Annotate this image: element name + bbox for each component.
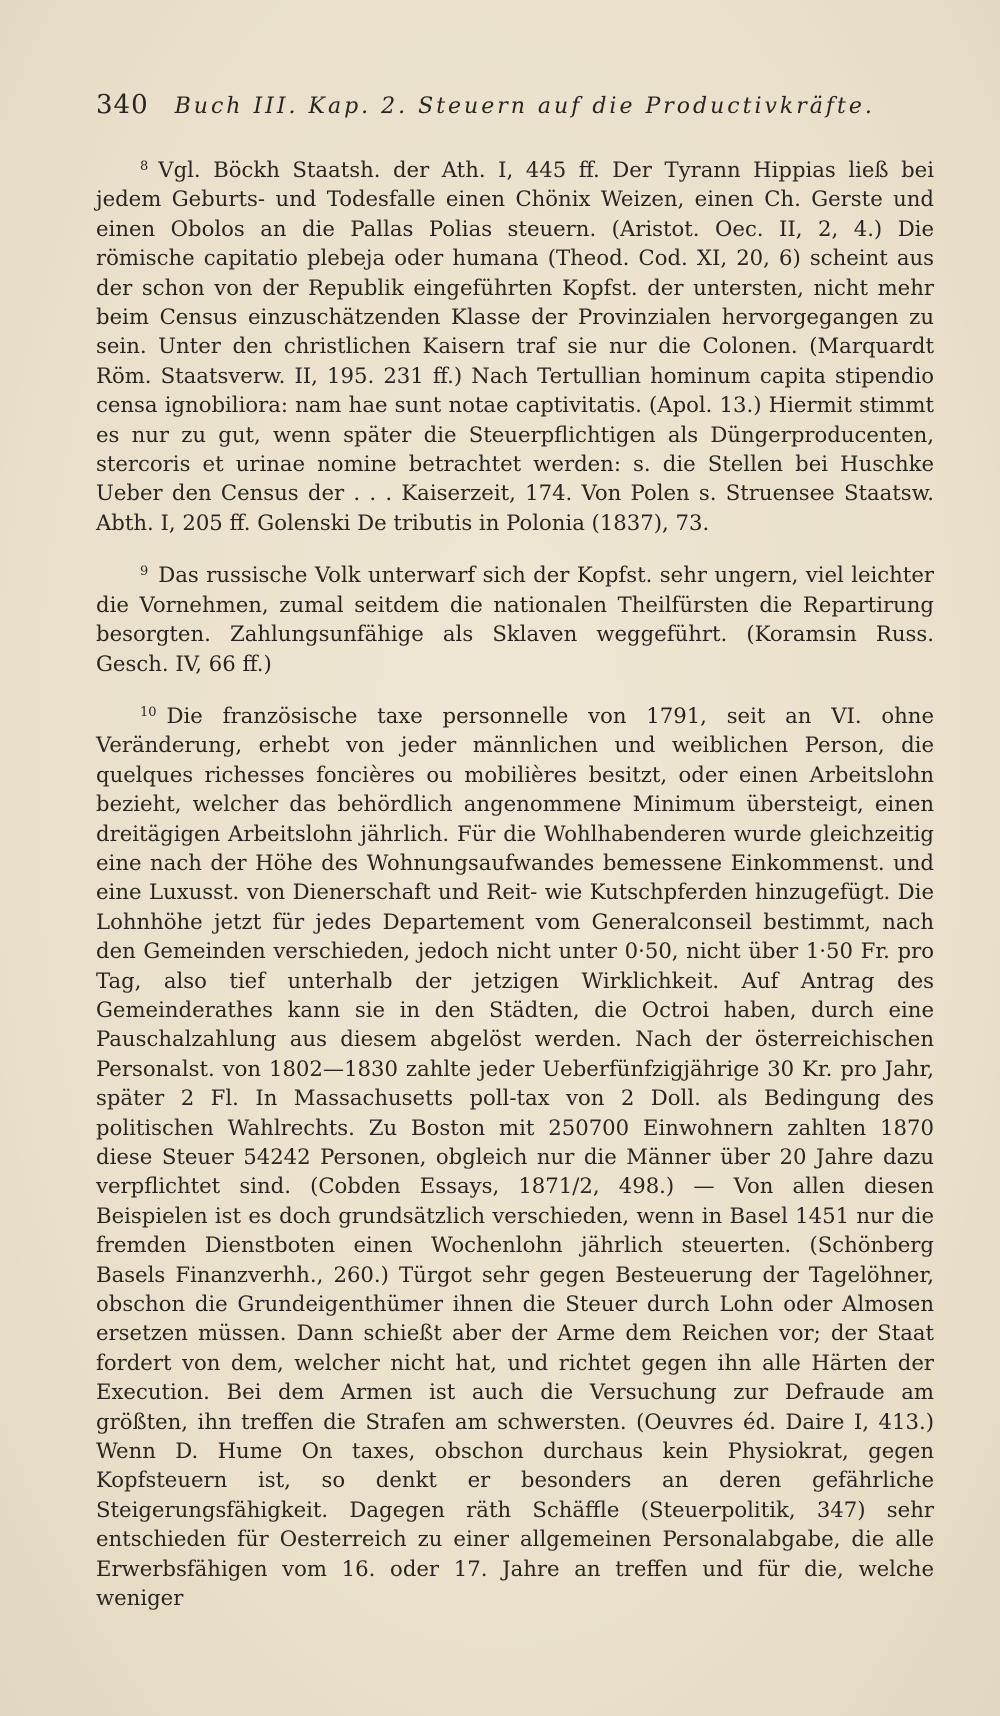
footnote-text: Das russische Volk unterwarf sich der Kopfst. sehr ungern, viel leichter die Vornehmen, zumal seitdem die nationalen Theilfürsten die Repartirung besorgten. Zahlungsunfähige als Sklaven weggeführt. (Koramsin Russ. Gesch. IV, 66 ff.) bbox=[96, 562, 934, 676]
footnote-10 bbox=[96, 698, 934, 1613]
page-number: 340 bbox=[96, 90, 149, 120]
footnote-8 bbox=[96, 152, 934, 537]
footnotes-body bbox=[96, 152, 934, 1633]
footnote-text: Vgl. Böckh Staatsh. der Ath. I, 445 ff. Der Tyrann Hippias ließ bei jedem Geburts- und Todesfalle einen Chönix Weizen, einen Ch. Gerste und einen Obolos an die Pallas Polias steuern. (Aristot. Oec. II, 2, 4.) Die römische capitatio plebeja oder humana (Theod. Cod. XI, 20, 6) scheint aus der schon von der Republik eingeführten Kopfst. der untersten, nicht mehr beim Census einzuschätzenden Klasse der Provinzialen hervorgegangen zu sein. Unter den christlichen Kaisern traf sie nur die Colonen. (Marquardt Röm. Staatsverw. II, 195. 231 ff.) Nach Tertullian hominum capita stipendio censa ignobiliora: nam hae sunt notae captivitatis. (Apol. 13.) Hiermit stimmt es nur zu gut, wenn später die Steuerpflichtigen als Düngerproducenten, stercoris et urinae nomine betrachtet werden: s. die Stellen bei Huschke Ueber den Census der . . . Kaiserzeit, 174. Von Polen s. Struensee Staatsw. Abth. I, 205 ff. Golenski De tributis in Polonia (1837), 73. bbox=[96, 157, 934, 535]
footnote-marker: 9 bbox=[140, 564, 149, 580]
footnote-marker: 8 bbox=[140, 159, 149, 174]
footnote-marker: 10 bbox=[140, 704, 157, 720]
footnote-text: Die französische taxe personnelle von 1791, seit an VI. ohne Veränderung, erhebt von jeder männlichen und weiblichen Person, die quelques richesses foncières ou mobilières besitzt, oder einen Arbeitslohn bezieht, welcher das behördlich angenommene Minimum übersteigt, einen dreitägigen Arbeitslohn jährlich. Für die Wohlhabenderen wurde gleichzeitig eine nach der Höhe des Wohnungsaufwandes bemessene Einkommenst. und eine Luxusst. von Dienerschaft und Reit- wie Kutschpferden hinzugefügt. Die Lohnhöhe jetzt für jedes Departement vom Generalconseil bestimmt, nach den Gemeinden verschieden, jedoch nicht unter 0·50, nicht über 1·50 Fr. pro Tag, also tief unterhalb der jetzigen Wirklichkeit. Auf Antrag des Gemeinderathes kann sie in den Städten, die Octroi haben, durch eine Pauschalzahlung aus diesem abgelöst werden. Nach der österreichischen Personalst. von 1802—1830 zahlte jeder Ueberfünfzigjährige 30 Kr. pro Jahr, später 2 Fl. In Massachusetts poll-tax von 2 Doll. als Bedingung des politischen Wahlrechts. Zu Boston mit 250700 Einwohnern zahlten 1870 diese Steuer 54242 Personen, obgleich nur die Männer über 20 Jahre dazu verpflichtet sind. (Cobden Essays, 1871/2, 498.) — Von allen diesen Beispielen ist es doch grundsätzlich verschieden, wenn in Basel 1451 nur die fremden Dienstboten einen Wochenlohn jährlich steuerten. (Schönberg Basels Finanzverhh., 260.) Türgot sehr gegen Besteuerung der Tagelöhner, obschon die Grundeigenthümer ihnen die Steuer durch Lohn oder Almosen ersetzen müssen. Dann schießt aber der Arme dem Reichen vor; der Staat fordert von dem, welcher nicht hat, und richtet gegen ihn alle Härten der Execution. Bei dem Armen ist auch die Versuchung zur Defraude am größten, ihn treffen die Strafen am schwersten. (Oeuvres éd. Daire I, 413.) Wenn D. Hume On taxes, obschon durchaus kein Physiokrat, gegen Kopfsteuern ist, so denkt er besonders an deren gefährliche Steigerungsfähigkeit. Dagegen räth Schäffle (Steuerpolitik, 347) sehr entschieden für Oesterreich zu einer allgemeinen Personalabgabe, die alle Erwerbsfähigen vom 16. oder 17. Jahre an treffen und für die, welche weniger bbox=[96, 702, 934, 1611]
footnote-9 bbox=[96, 557, 934, 678]
running-title: Buch III. Kap. 2. Steuern auf die Productivkräfte. bbox=[174, 94, 875, 119]
page-header bbox=[96, 90, 896, 130]
